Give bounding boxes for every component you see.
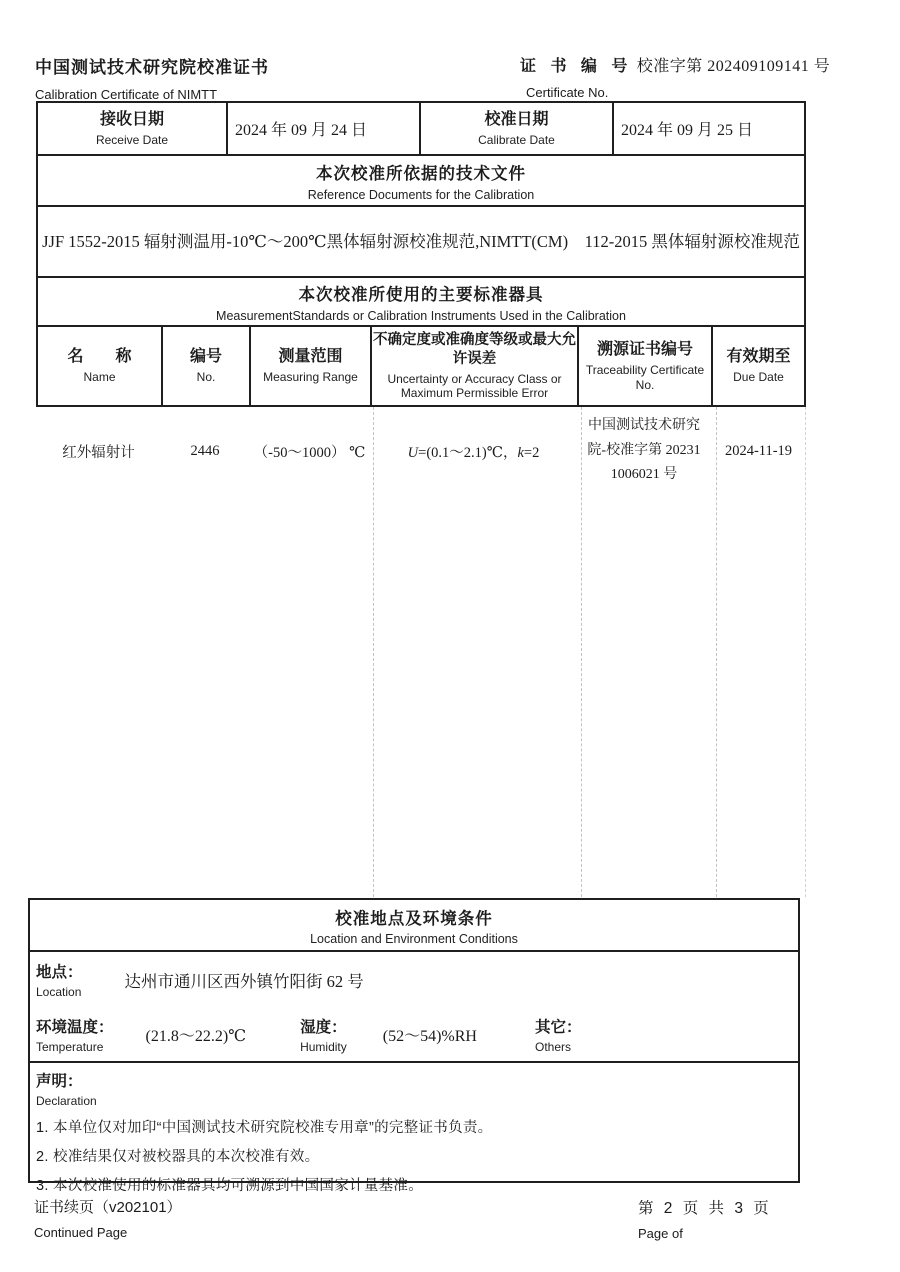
- column-rule-artifact: [805, 407, 806, 897]
- declaration-item: 3. 本次校准使用的标准器具均可溯源到中国国家计量基准。: [36, 1178, 424, 1194]
- col-header-uncertainty: 不确定度或准确度等级或最大允许误差 Uncertainty or Accuracy Class or Maximum Permissible Error: [372, 327, 579, 405]
- instrument-uncertainty: U=(0.1～2.1)℃，k=2: [407, 444, 540, 461]
- column-rule-artifact: [581, 407, 582, 897]
- footer-continued-page: [34, 1196, 182, 1240]
- cert-no-value: 校准字第 202409109141 号: [636, 58, 831, 75]
- calibrate-date-value: 2024 年 09 月 25 日: [621, 122, 754, 139]
- column-rule-artifact: [373, 407, 374, 897]
- instrument-traceability-cert-no: 中国测试技术研究 院-校准字第 20231 1006021 号: [587, 418, 701, 483]
- col-header-name: 名 称 Name: [38, 327, 163, 405]
- footer-left-cn: 证书续页（v202101）: [34, 1199, 182, 1216]
- col-header-traceability: 溯源证书编号 Traceability Certificate No.: [579, 327, 713, 405]
- declaration-item: 2. 校准结果仅对被校器具的本次校准有效。: [36, 1149, 320, 1165]
- footer-left-en: Continued Page: [34, 1225, 128, 1240]
- calibrate-date-label: 校准日期 Calibrate Date: [421, 103, 614, 154]
- location-env-header: 校准地点及环境条件 Location and Environment Conditions: [30, 900, 798, 952]
- cert-no-label-cn: 证 书 编 号: [520, 58, 633, 75]
- instrument-name: 红外辐射计: [62, 444, 135, 461]
- org-title-en: Calibration Certificate of NIMTT: [35, 87, 218, 102]
- temperature-value: (21.8～22.2)℃: [145, 1027, 247, 1045]
- receive-date-value: 2024 年 09 月 24 日: [228, 103, 421, 154]
- others-label: 其它： Others: [534, 1018, 582, 1054]
- col-header-measuring-range: 测量范围 Measuring Range: [251, 327, 372, 405]
- reference-docs-content: JJF 1552-2015 辐射测温用-10℃～200℃黑体辐射源校准规范,NIMTT(CM) 112-2015 黑体辐射源校准规范: [38, 207, 804, 278]
- header-certificate-number: [520, 53, 830, 100]
- location-environment-box: [28, 898, 800, 1194]
- standards-section-header: 本次校准所使用的主要标准器具 MeasurementStandards or Calibration Instruments Used in the Calibration: [38, 278, 804, 327]
- standards-table-header-row: [38, 327, 804, 405]
- column-rule-artifact: [716, 407, 717, 897]
- col-header-no: 编号 No.: [163, 327, 251, 405]
- declaration-section: [30, 1063, 798, 1195]
- col-header-due-date: 有效期至 Due Date: [726, 348, 791, 385]
- location-row: [30, 952, 798, 1007]
- org-title-cn: 中国测试技术研究院校准证书: [35, 58, 269, 77]
- footer-page-number: [638, 1196, 772, 1241]
- receive-date-label: 接收日期 Receive Date: [38, 103, 228, 154]
- dates-row: [38, 103, 804, 156]
- declaration-title-cn: 声明：: [36, 1073, 83, 1090]
- declaration-title-en: Declaration: [36, 1094, 97, 1108]
- standards-table-row: [36, 407, 806, 495]
- reference-docs-header: 本次校准所依据的技术文件 Reference Documents for the Calibration: [38, 156, 804, 207]
- instrument-no: 2446: [190, 442, 220, 459]
- location-label: 地点： Location: [36, 964, 83, 999]
- instrument-range: （-50～1000） ℃: [253, 444, 366, 461]
- temperature-label: 环境温度： Temperature: [36, 1018, 114, 1054]
- instrument-due-date: 2024-11-19: [724, 442, 793, 459]
- calibration-info-table: [36, 101, 806, 407]
- footer-right-cn: 第 2 页 共 3 页: [638, 1200, 772, 1217]
- footer-right-en: Page of: [638, 1226, 683, 1241]
- header-org-title: [35, 53, 269, 102]
- environment-row: [30, 1007, 798, 1063]
- declaration-item: 1. 本单位仅对加印“中国测试技术研究院校准专用章”的完整证书负责。: [36, 1120, 493, 1136]
- humidity-value: (52～54)%RH: [382, 1027, 477, 1045]
- location-value: 达州市通川区西外镇竹阳街 62 号: [124, 971, 364, 991]
- humidity-label: 湿度： Humidity: [300, 1018, 347, 1054]
- cert-no-label-en: Certificate No.: [526, 85, 609, 100]
